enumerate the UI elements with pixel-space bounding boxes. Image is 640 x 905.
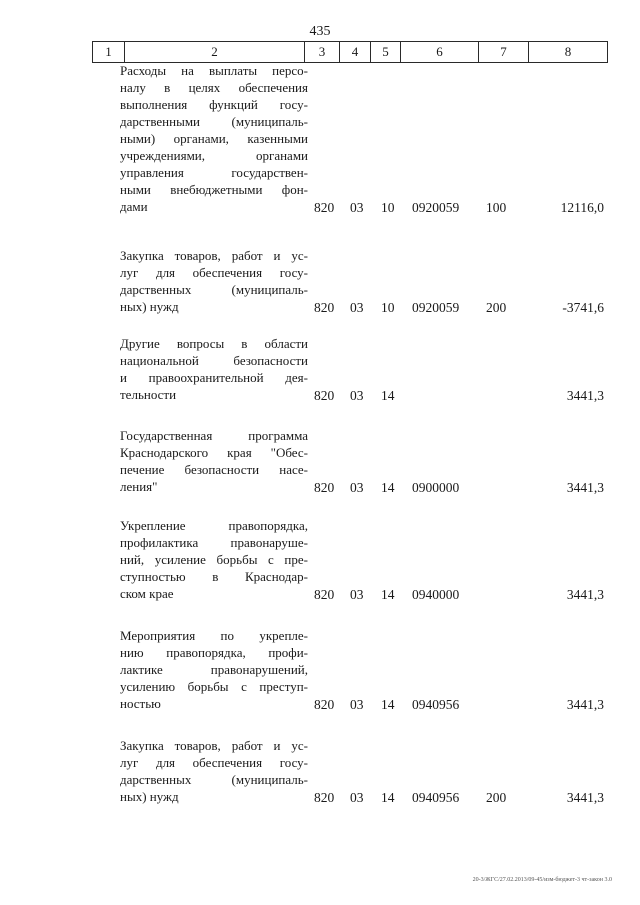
description-line: профилактика правонаруше-	[120, 535, 308, 550]
description-line: дами	[120, 199, 148, 214]
footer-doc-id: 20-3/ЖГС/27.02.2013/09-45/изм-бюджет-3 чт-закон 3.0	[472, 877, 612, 883]
row-value-c6: 0900000	[412, 480, 460, 495]
description-line: дарственных (муниципаль-	[120, 282, 308, 297]
row-value-c5: 10	[381, 200, 395, 215]
row-description	[120, 335, 308, 403]
row-description	[120, 517, 308, 602]
description-line: Закупка товаров, работ и ус-	[120, 248, 308, 263]
description-line: Мероприятия по укрепле-	[120, 628, 308, 643]
row-value-c4: 03	[350, 587, 364, 602]
row-value-c8: 3441,3	[566, 388, 604, 403]
column-header-2: 2	[125, 42, 305, 63]
row-value-c7: 100	[486, 200, 507, 215]
description-line: луг для обеспечения госу-	[120, 265, 308, 280]
description-line: нию правопорядка, профи-	[120, 645, 308, 660]
row-value-c6: 0920059	[412, 200, 460, 215]
row-value-c3: 820	[314, 480, 335, 495]
row-description	[120, 247, 308, 315]
description-line: дарственными (муниципаль-	[120, 114, 308, 129]
row-value-c5: 14	[381, 697, 395, 712]
description-line: ступностью в Краснодар-	[120, 569, 308, 584]
column-header-4: 4	[340, 42, 371, 63]
column-header-6: 6	[401, 42, 479, 63]
row-value-c8: 3441,3	[566, 697, 604, 712]
description-line: Другие вопросы в области	[120, 336, 308, 351]
description-line: и правоохранительной дея-	[120, 370, 308, 385]
column-header-row	[92, 41, 608, 63]
description-line: ностью	[120, 696, 161, 711]
row-value-c6: 0920059	[412, 300, 460, 315]
description-line: ными внебюджетными фон-	[120, 182, 308, 197]
description-line: ных) нужд	[120, 789, 179, 804]
description-line: управления государствен-	[120, 165, 308, 180]
description-line: усилению борьбы с преступ-	[120, 679, 308, 694]
row-value-c3: 820	[314, 587, 335, 602]
row-value-c7: 200	[486, 790, 507, 805]
description-line: ных) нужд	[120, 299, 179, 314]
row-value-c5: 14	[381, 790, 395, 805]
column-header-3: 3	[305, 42, 340, 63]
description-line: ском крае	[120, 586, 174, 601]
row-value-c6: 0940956	[412, 697, 460, 712]
description-line: национальной безопасности	[120, 353, 308, 368]
description-line: выполнения функций госу-	[120, 97, 308, 112]
row-value-c8: 3441,3	[566, 480, 604, 495]
page-number: 435	[309, 24, 331, 39]
row-description	[120, 627, 308, 712]
description-line: печение безопасности насе-	[120, 462, 308, 477]
row-value-c3: 820	[314, 300, 335, 315]
row-value-c4: 03	[350, 480, 364, 495]
row-value-c3: 820	[314, 697, 335, 712]
row-value-c4: 03	[350, 697, 364, 712]
column-header-1: 1	[93, 42, 125, 63]
row-value-c5: 14	[381, 388, 395, 403]
row-value-c8: 3441,3	[566, 790, 604, 805]
column-header-8: 8	[529, 42, 608, 63]
description-line: Закупка товаров, работ и ус-	[120, 738, 308, 753]
description-line: дарственных (муниципаль-	[120, 772, 308, 787]
description-line: ний, усиление борьбы с пре-	[120, 552, 308, 567]
description-line: луг для обеспечения госу-	[120, 755, 308, 770]
description-line: Укрепление правопорядка,	[120, 518, 308, 533]
row-value-c5: 14	[381, 587, 395, 602]
description-line: Государственная программа	[120, 428, 308, 443]
row-value-c4: 03	[350, 790, 364, 805]
row-value-c8: -3741,6	[562, 300, 604, 315]
description-line: ными) органами, казенными	[120, 131, 308, 146]
row-value-c5: 10	[381, 300, 395, 315]
row-value-c3: 820	[314, 790, 335, 805]
row-value-c6: 0940956	[412, 790, 460, 805]
description-line: ления"	[120, 479, 158, 494]
row-value-c8: 3441,3	[566, 587, 604, 602]
description-line: Краснодарского края "Обес-	[120, 445, 308, 460]
description-line: лактике правонарушений,	[120, 662, 308, 677]
row-value-c4: 03	[350, 388, 364, 403]
row-value-c8: 12116,0	[560, 200, 604, 215]
row-description	[120, 737, 308, 805]
row-value-c5: 14	[381, 480, 395, 495]
description-line: тельности	[120, 387, 177, 402]
row-value-c6: 0940000	[412, 587, 460, 602]
column-header-5: 5	[371, 42, 401, 63]
row-description	[120, 427, 308, 495]
column-header-7: 7	[479, 42, 529, 63]
row-value-c4: 03	[350, 300, 364, 315]
row-value-c7: 200	[486, 300, 507, 315]
description-line: Расходы на выплаты персо-	[120, 63, 308, 78]
row-value-c3: 820	[314, 388, 335, 403]
description-line: налу в целях обеспечения	[120, 80, 308, 95]
row-value-c3: 820	[314, 200, 335, 215]
description-line: учреждениями, органами	[120, 148, 308, 163]
row-value-c4: 03	[350, 200, 364, 215]
row-description	[120, 62, 308, 215]
